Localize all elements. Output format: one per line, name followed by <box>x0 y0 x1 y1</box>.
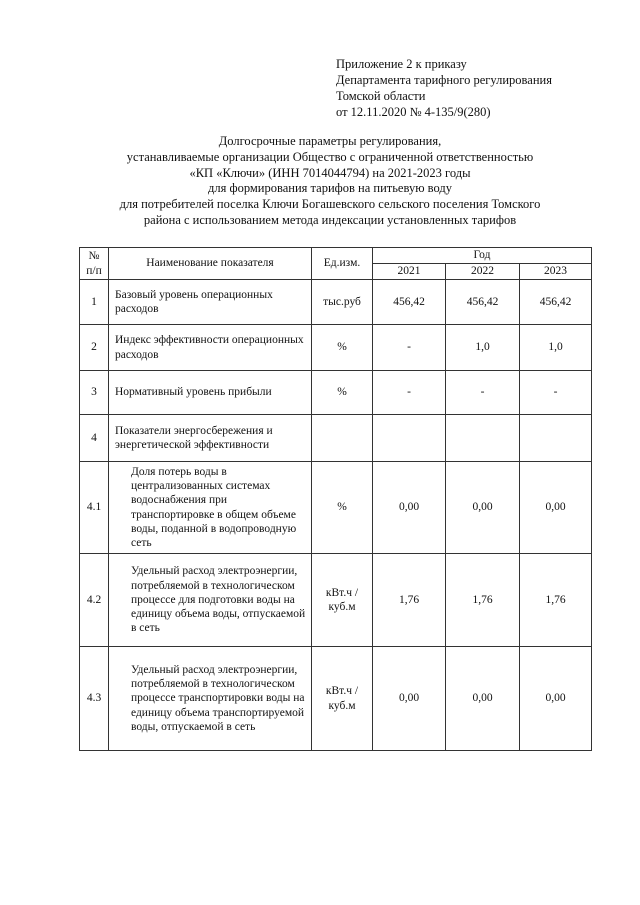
row-value-2021: - <box>373 371 446 415</box>
row-value-2022: - <box>446 371 520 415</box>
table-row <box>80 280 592 325</box>
row-unit: кВт.ч / куб.м <box>312 647 373 751</box>
row-value-2023 <box>520 415 592 462</box>
appendix-line: Томской области <box>336 89 426 103</box>
row-value-2023: - <box>520 371 592 415</box>
table-row <box>80 647 592 751</box>
title-line: Долгосрочные параметры регулирования, <box>218 134 442 148</box>
row-name: Доля потерь воды в централизованных системах водоснабжения при транспортировке в общем объеме воды, поданной в водопроводную сеть <box>109 462 312 554</box>
row-value-2022: 456,42 <box>446 280 520 325</box>
title-line: «КП «Ключи» (ИНН 7014044794) на 2021-2023 годы <box>189 165 471 180</box>
row-unit <box>312 415 373 462</box>
row-name: Удельный расход электроэнергии, потребляемой в технологическом процессе транспортировки воды на единицу объема транспортируемой воды, отпускаемой в сеть <box>109 647 312 751</box>
row-value-2023: 456,42 <box>520 280 592 325</box>
header-year-2022: 2022 <box>446 264 520 280</box>
row-name: Индекс эффективности операционных расходов <box>109 325 312 371</box>
title-line: для формирования тарифов на питьевую воду <box>208 181 452 196</box>
row-value-2022: 1,76 <box>446 554 520 647</box>
table-row <box>80 554 592 647</box>
row-value-2023: 0,00 <box>520 462 592 554</box>
row-value-2021: 0,00 <box>373 462 446 554</box>
header-year-2021: 2021 <box>373 264 446 280</box>
parameters-table <box>79 247 592 751</box>
row-value-2021 <box>373 415 446 462</box>
header-number-line2: п/п <box>86 264 102 277</box>
title-line: района с использованием метода индексации установленных тарифов <box>143 212 517 227</box>
row-value-2021: 1,76 <box>373 554 446 647</box>
row-number: 4.3 <box>80 647 109 751</box>
row-value-2021: 456,42 <box>373 280 446 325</box>
row-value-2021: 0,00 <box>373 647 446 751</box>
row-unit: кВт.ч / куб.м <box>312 554 373 647</box>
row-unit: % <box>312 371 373 415</box>
row-number: 1 <box>80 280 109 325</box>
row-number: 4.1 <box>80 462 109 554</box>
appendix-line: от 12.11.2020 № 4-135/9(280) <box>336 105 491 119</box>
row-number: 2 <box>80 325 109 371</box>
row-number: 4.2 <box>80 554 109 647</box>
appendix-line: Приложение 2 к приказу <box>336 57 467 71</box>
row-value-2023: 1,76 <box>520 554 592 647</box>
table-row <box>80 325 592 371</box>
title-line: устанавливаемые организации Общество с ограниченной ответственностью <box>126 149 534 164</box>
title-line: для потребителей поселка Ключи Богашевского сельского поселения Томского <box>119 197 541 212</box>
appendix-block <box>336 56 552 120</box>
row-unit: % <box>312 325 373 371</box>
row-value-2022: 1,0 <box>446 325 520 371</box>
row-name: Нормативный уровень прибыли <box>109 371 312 415</box>
row-name: Удельный расход электроэнергии, потребляемой в технологическом процессе для подготовки воды на единицу объема воды, отпускаемой в сеть <box>109 554 312 647</box>
header-year-2023: 2023 <box>520 264 592 280</box>
row-number: 3 <box>80 371 109 415</box>
row-value-2022 <box>446 415 520 462</box>
header-year: Год <box>373 248 592 264</box>
table-row <box>80 462 592 554</box>
row-unit: тыс.руб <box>312 280 373 325</box>
header-unit: Ед.изм. <box>312 248 373 280</box>
row-number: 4 <box>80 415 109 462</box>
row-value-2021: - <box>373 325 446 371</box>
row-name: Показатели энергосбережения и энергетической эффективности <box>109 415 312 462</box>
table-row <box>80 415 592 462</box>
row-unit: % <box>312 462 373 554</box>
row-value-2023: 0,00 <box>520 647 592 751</box>
row-name: Базовый уровень операционных расходов <box>109 280 312 325</box>
table-row <box>80 371 592 415</box>
row-value-2022: 0,00 <box>446 462 520 554</box>
header-name: Наименование показателя <box>109 248 312 280</box>
header-number-line1: № <box>88 250 100 263</box>
row-value-2023: 1,0 <box>520 325 592 371</box>
document-title <box>60 134 600 229</box>
header-number <box>80 248 109 280</box>
row-value-2022: 0,00 <box>446 647 520 751</box>
appendix-line: Департамента тарифного регулирования <box>336 73 552 87</box>
